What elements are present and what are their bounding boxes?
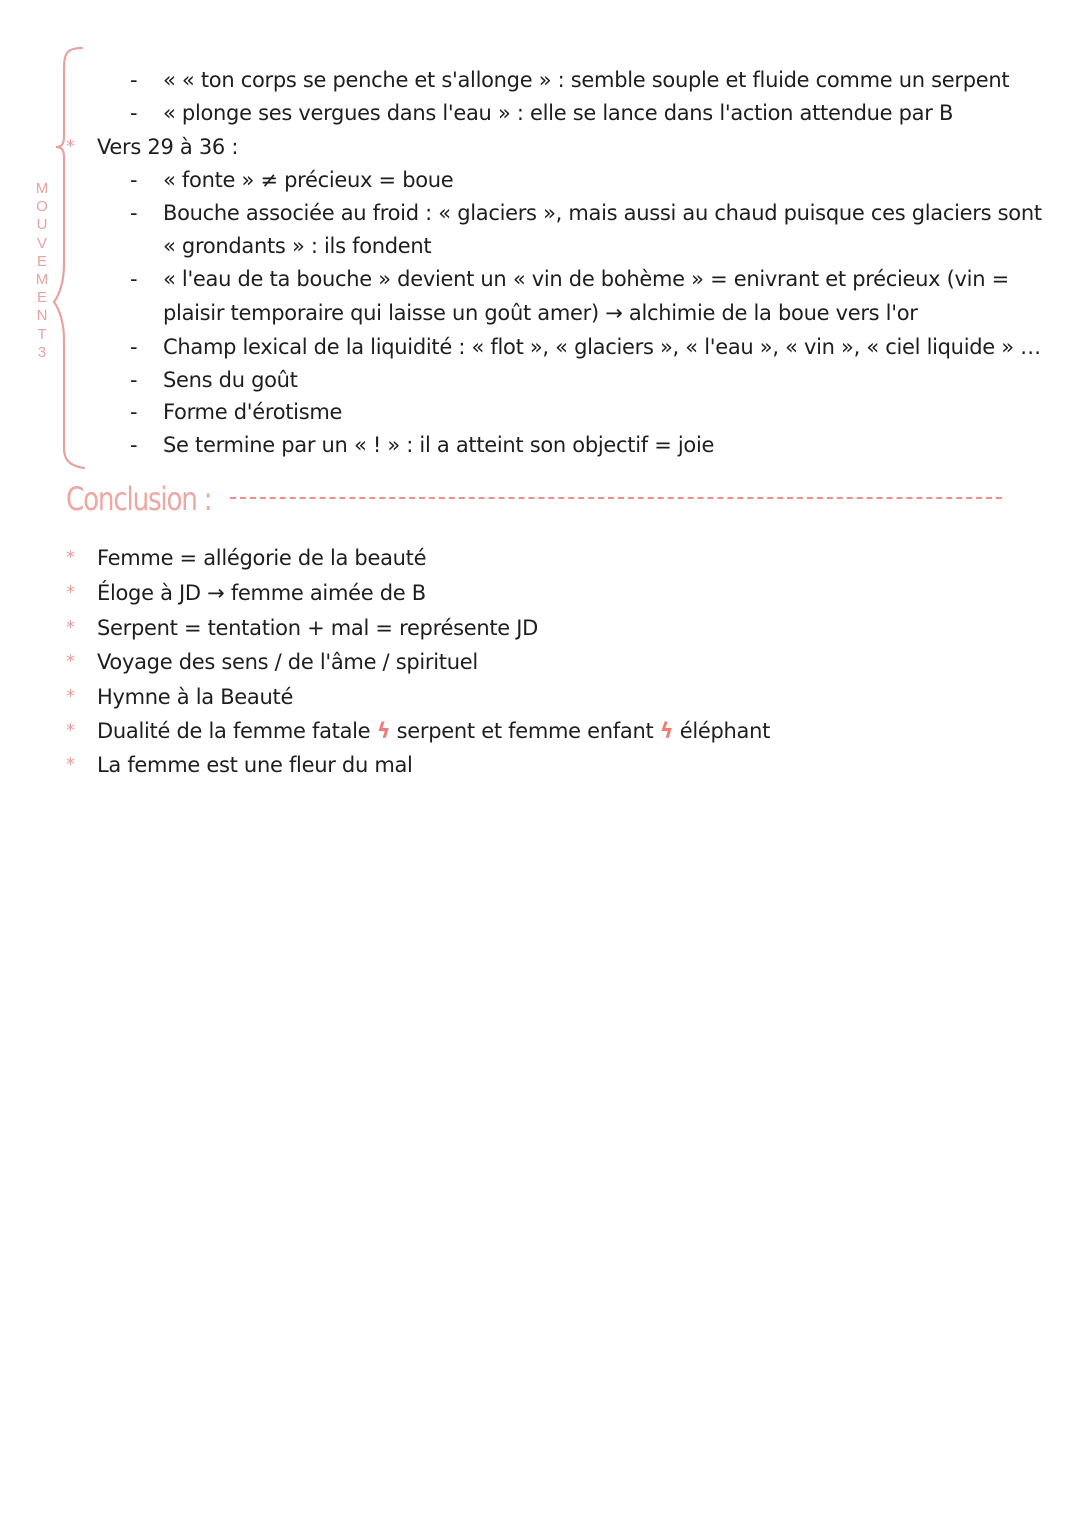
duality-part: éléphant [679, 719, 771, 743]
movement-letter: M [35, 180, 49, 197]
movement-letter: V [36, 234, 47, 252]
movement-letter: O [36, 198, 48, 216]
list-item: Se termine par un « ! » : il a atteint son objectif = joie [163, 433, 715, 457]
movement-letter: E [36, 252, 47, 270]
movement-letter: T [37, 325, 47, 343]
movement-letter: E [36, 289, 47, 307]
star-bullet: * [66, 754, 75, 775]
conclusion-item: Serpent = tentation + mal = représente JD [97, 616, 539, 640]
dash-bullet: - [130, 368, 138, 392]
list-item: Forme d'érotisme [163, 400, 343, 424]
star-bullet: * [66, 136, 75, 157]
list-item: Sens du goût [163, 368, 298, 392]
list-item-continued: plaisir temporaire qui laisse un goût amer) → alchimie de la boue vers l'or [163, 301, 918, 325]
lightning-icon: ϟ [659, 719, 674, 743]
dash-bullet: - [130, 201, 138, 225]
star-bullet: * [66, 686, 75, 707]
conclusion-item-duality [97, 717, 770, 745]
movement-brace [52, 44, 86, 472]
intro-item: « « ton corps se penche et s'allonge » : semble souple et fluide comme un serpent [163, 68, 1010, 92]
lightning-icon: ϟ [376, 719, 391, 743]
conclusion-item: Femme = allégorie de la beauté [97, 546, 427, 570]
dash-bullet: - [130, 433, 138, 457]
dash-bullet: - [130, 267, 138, 291]
movement-label [34, 180, 50, 362]
conclusion-item: Éloge à JD → femme aimée de B [97, 581, 426, 605]
conclusion-dashed-rule [230, 497, 1002, 499]
duality-part: serpent et femme enfant [396, 719, 654, 743]
section-heading: Vers 29 à 36 : [97, 135, 239, 159]
list-item: « fonte » ≠ précieux = boue [163, 168, 454, 192]
duality-part: Dualité de la femme fatale [97, 719, 371, 743]
star-bullet: * [66, 720, 75, 741]
list-item-continued: « grondants » : ils fondent [163, 234, 432, 258]
list-item: Champ lexical de la liquidité : « flot », « glaciers », « l'eau », « vin », « ciel liquide » … [163, 335, 1041, 359]
star-bullet: * [66, 547, 75, 568]
intro-item: « plonge ses vergues dans l'eau » : elle se lance dans l'action attendue par B [163, 101, 954, 125]
star-bullet: * [66, 651, 75, 672]
movement-letter: U [36, 216, 48, 234]
dash-bullet: - [130, 168, 138, 192]
list-item: Bouche associée au froid : « glaciers », mais aussi au chaud puisque ces glaciers sont [163, 201, 1042, 225]
list-item: « l'eau de ta bouche » devient un « vin de bohème » = enivrant et précieux (vin = [163, 267, 1009, 291]
conclusion-item: La femme est une fleur du mal [97, 753, 413, 777]
movement-letter: N [36, 307, 48, 325]
dash-bullet: - [130, 335, 138, 359]
dash-bullet: - [130, 400, 138, 424]
star-bullet: * [66, 582, 75, 603]
conclusion-item: Voyage des sens / de l'âme / spirituel [97, 650, 478, 674]
conclusion-title: Conclusion : [66, 480, 212, 518]
dash-bullet: - [130, 68, 138, 92]
movement-letter: M [35, 271, 49, 289]
star-bullet: * [66, 617, 75, 638]
conclusion-item: Hymne à la Beauté [97, 685, 294, 709]
dash-bullet: - [130, 101, 138, 125]
movement-letter: 3 [37, 343, 47, 361]
